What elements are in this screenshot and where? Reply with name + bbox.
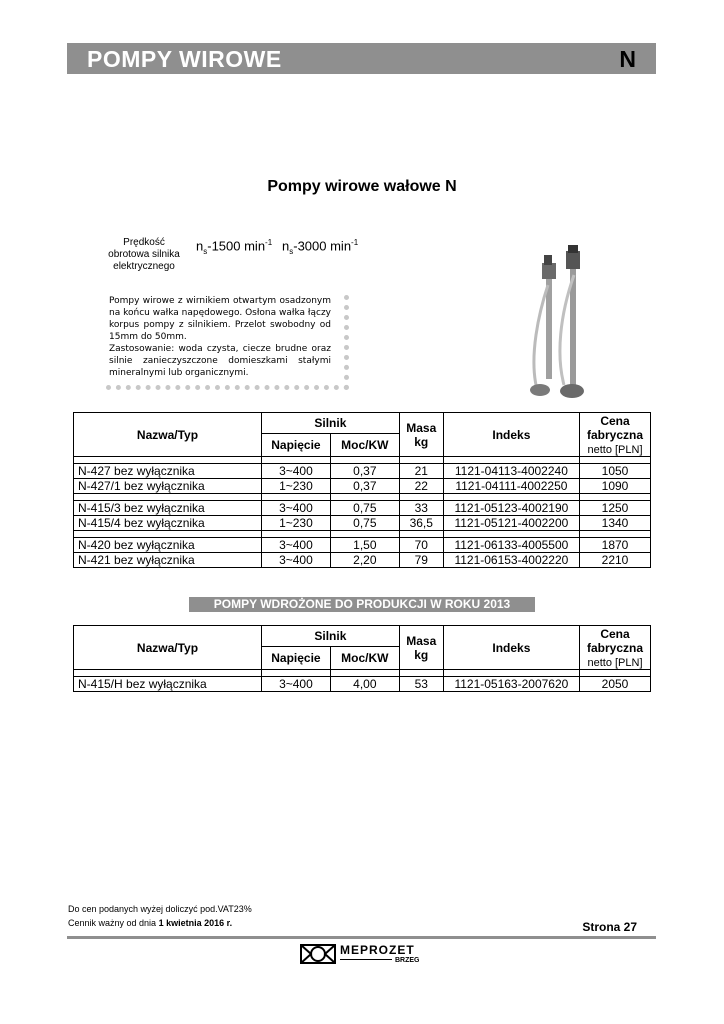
- col-header-masa: Masa kg: [399, 626, 443, 670]
- col-header-moc: Moc/KW: [330, 434, 399, 457]
- cell-indeks: 1121-05121-4002200: [443, 516, 579, 531]
- cell-moc: 1,50: [330, 538, 399, 553]
- company-logo: [300, 943, 420, 970]
- cell-cena: 1870: [580, 538, 651, 553]
- cell-name: N-415/4 bez wyłącznika: [74, 516, 262, 531]
- cell-name: N-427/1 bez wyłącznika: [74, 479, 262, 494]
- meprozet-logo-icon: [300, 943, 336, 965]
- page-number: Strona 27: [582, 920, 637, 934]
- page-title: POMPY WIROWE: [87, 46, 282, 72]
- cell-name: N-427 bez wyłącznika: [74, 464, 262, 479]
- cell-moc: 2,20: [330, 553, 399, 568]
- table-row: [74, 677, 651, 692]
- cell-masa: 33: [399, 501, 443, 516]
- cell-indeks: 1121-06153-4002220: [443, 553, 579, 568]
- cell-moc: 0,75: [330, 501, 399, 516]
- table-row: [74, 516, 651, 531]
- description-text: [109, 295, 331, 379]
- spacer-row: [74, 457, 651, 464]
- pump-image: [520, 245, 590, 405]
- cell-cena: 2210: [580, 553, 651, 568]
- cell-moc: 0,37: [330, 464, 399, 479]
- col-header-napiecie: Napięcie: [261, 434, 330, 457]
- cell-cena: 2050: [580, 677, 651, 692]
- cell-napiecie: 1~230: [261, 516, 330, 531]
- table-row: [74, 464, 651, 479]
- col-header-name: Nazwa/Typ: [74, 626, 262, 670]
- description-box: [106, 295, 349, 390]
- col-header-name: Nazwa/Typ: [74, 413, 262, 457]
- cell-napiecie: 1~230: [261, 479, 330, 494]
- description-paragraph: Zastosowanie: woda czysta, ciecze brudne oraz silnie zanieczyszczone domieszkami stałymi mineralnymi lub organicznymi.: [109, 344, 331, 378]
- logo-name: MEPROZET: [340, 943, 415, 957]
- cell-cena: 1250: [580, 501, 651, 516]
- col-header-moc: Moc/KW: [330, 647, 399, 670]
- table-row: [74, 538, 651, 553]
- col-header-indeks: Indeks: [443, 413, 579, 457]
- cell-indeks: 1121-04113-4002240: [443, 464, 579, 479]
- validity-note: Cennik ważny od dnia 1 kwietnia 2016 r.: [68, 918, 233, 928]
- logo-city: BRZEG: [395, 957, 420, 964]
- cell-moc: 0,37: [330, 479, 399, 494]
- banner-2013: POMPY WDROŻONE DO PRODUKCJI W ROKU 2013: [189, 597, 535, 612]
- col-header-napiecie: Napięcie: [261, 647, 330, 670]
- cell-name: N-415/H bez wyłącznika: [74, 677, 262, 692]
- col-header-cena: Cena fabryczna netto [PLN]: [580, 626, 651, 670]
- col-header-silnik: Silnik: [261, 626, 399, 647]
- cell-masa: 21: [399, 464, 443, 479]
- price-table-1: [73, 412, 651, 568]
- footer-rule: [67, 936, 656, 939]
- spacer-row: [74, 670, 651, 677]
- table-row: [74, 479, 651, 494]
- vat-note: Do cen podanych wyżej doliczyć pod.VAT23%: [68, 904, 252, 914]
- cell-moc: 4,00: [330, 677, 399, 692]
- cell-napiecie: 3~400: [261, 677, 330, 692]
- cell-name: N-415/3 bez wyłącznika: [74, 501, 262, 516]
- spacer-row: [74, 494, 651, 501]
- cell-name: N-421 bez wyłącznika: [74, 553, 262, 568]
- cell-masa: 70: [399, 538, 443, 553]
- table-row: [74, 501, 651, 516]
- speed-1500: $n_s-1500$ $\min^{-1}$: [196, 238, 273, 256]
- cell-masa: 79: [399, 553, 443, 568]
- col-header-indeks: Indeks: [443, 626, 579, 670]
- section-subtitle: Pompy wirowe wałowe N: [267, 178, 457, 195]
- speed-3000: $n_s-3000$ $\min^{-1}$: [282, 238, 359, 256]
- logo-divider: [340, 959, 392, 960]
- cell-napiecie: 3~400: [261, 538, 330, 553]
- cell-indeks: 1121-04111-4002250: [443, 479, 579, 494]
- cell-indeks: 1121-06133-4005500: [443, 538, 579, 553]
- table-row: [74, 553, 651, 568]
- footer-note: [68, 902, 252, 930]
- cell-masa: 53: [399, 677, 443, 692]
- cell-moc: 0,75: [330, 516, 399, 531]
- cell-cena: 1340: [580, 516, 651, 531]
- cell-cena: 1050: [580, 464, 651, 479]
- price-table-2: [73, 625, 651, 692]
- cell-indeks: 1121-05163-2007620: [443, 677, 579, 692]
- description-paragraph: Pompy wirowe z wirnikiem otwartym osadzonym na końcu wałka napędowego. Osłona wałka łączy korpus pompy z silnikiem. Przelot swobodny od 15mm do 50mm.: [109, 296, 331, 342]
- cell-napiecie: 3~400: [261, 553, 330, 568]
- col-header-masa: Masa kg: [399, 413, 443, 457]
- spacer-row: [74, 531, 651, 538]
- cell-masa: 22: [399, 479, 443, 494]
- speed-label: Prędkość obrotowa silnika elektrycznego: [108, 237, 180, 272]
- cell-napiecie: 3~400: [261, 501, 330, 516]
- col-header-cena: Cena fabryczna netto [PLN]: [580, 413, 651, 457]
- section-letter: N: [619, 46, 636, 72]
- cell-indeks: 1121-05123-4002190: [443, 501, 579, 516]
- cell-cena: 1090: [580, 479, 651, 494]
- cell-napiecie: 3~400: [261, 464, 330, 479]
- cell-masa: 36,5: [399, 516, 443, 531]
- col-header-silnik: Silnik: [261, 413, 399, 434]
- header-bar: [67, 43, 656, 74]
- cell-name: N-420 bez wyłącznika: [74, 538, 262, 553]
